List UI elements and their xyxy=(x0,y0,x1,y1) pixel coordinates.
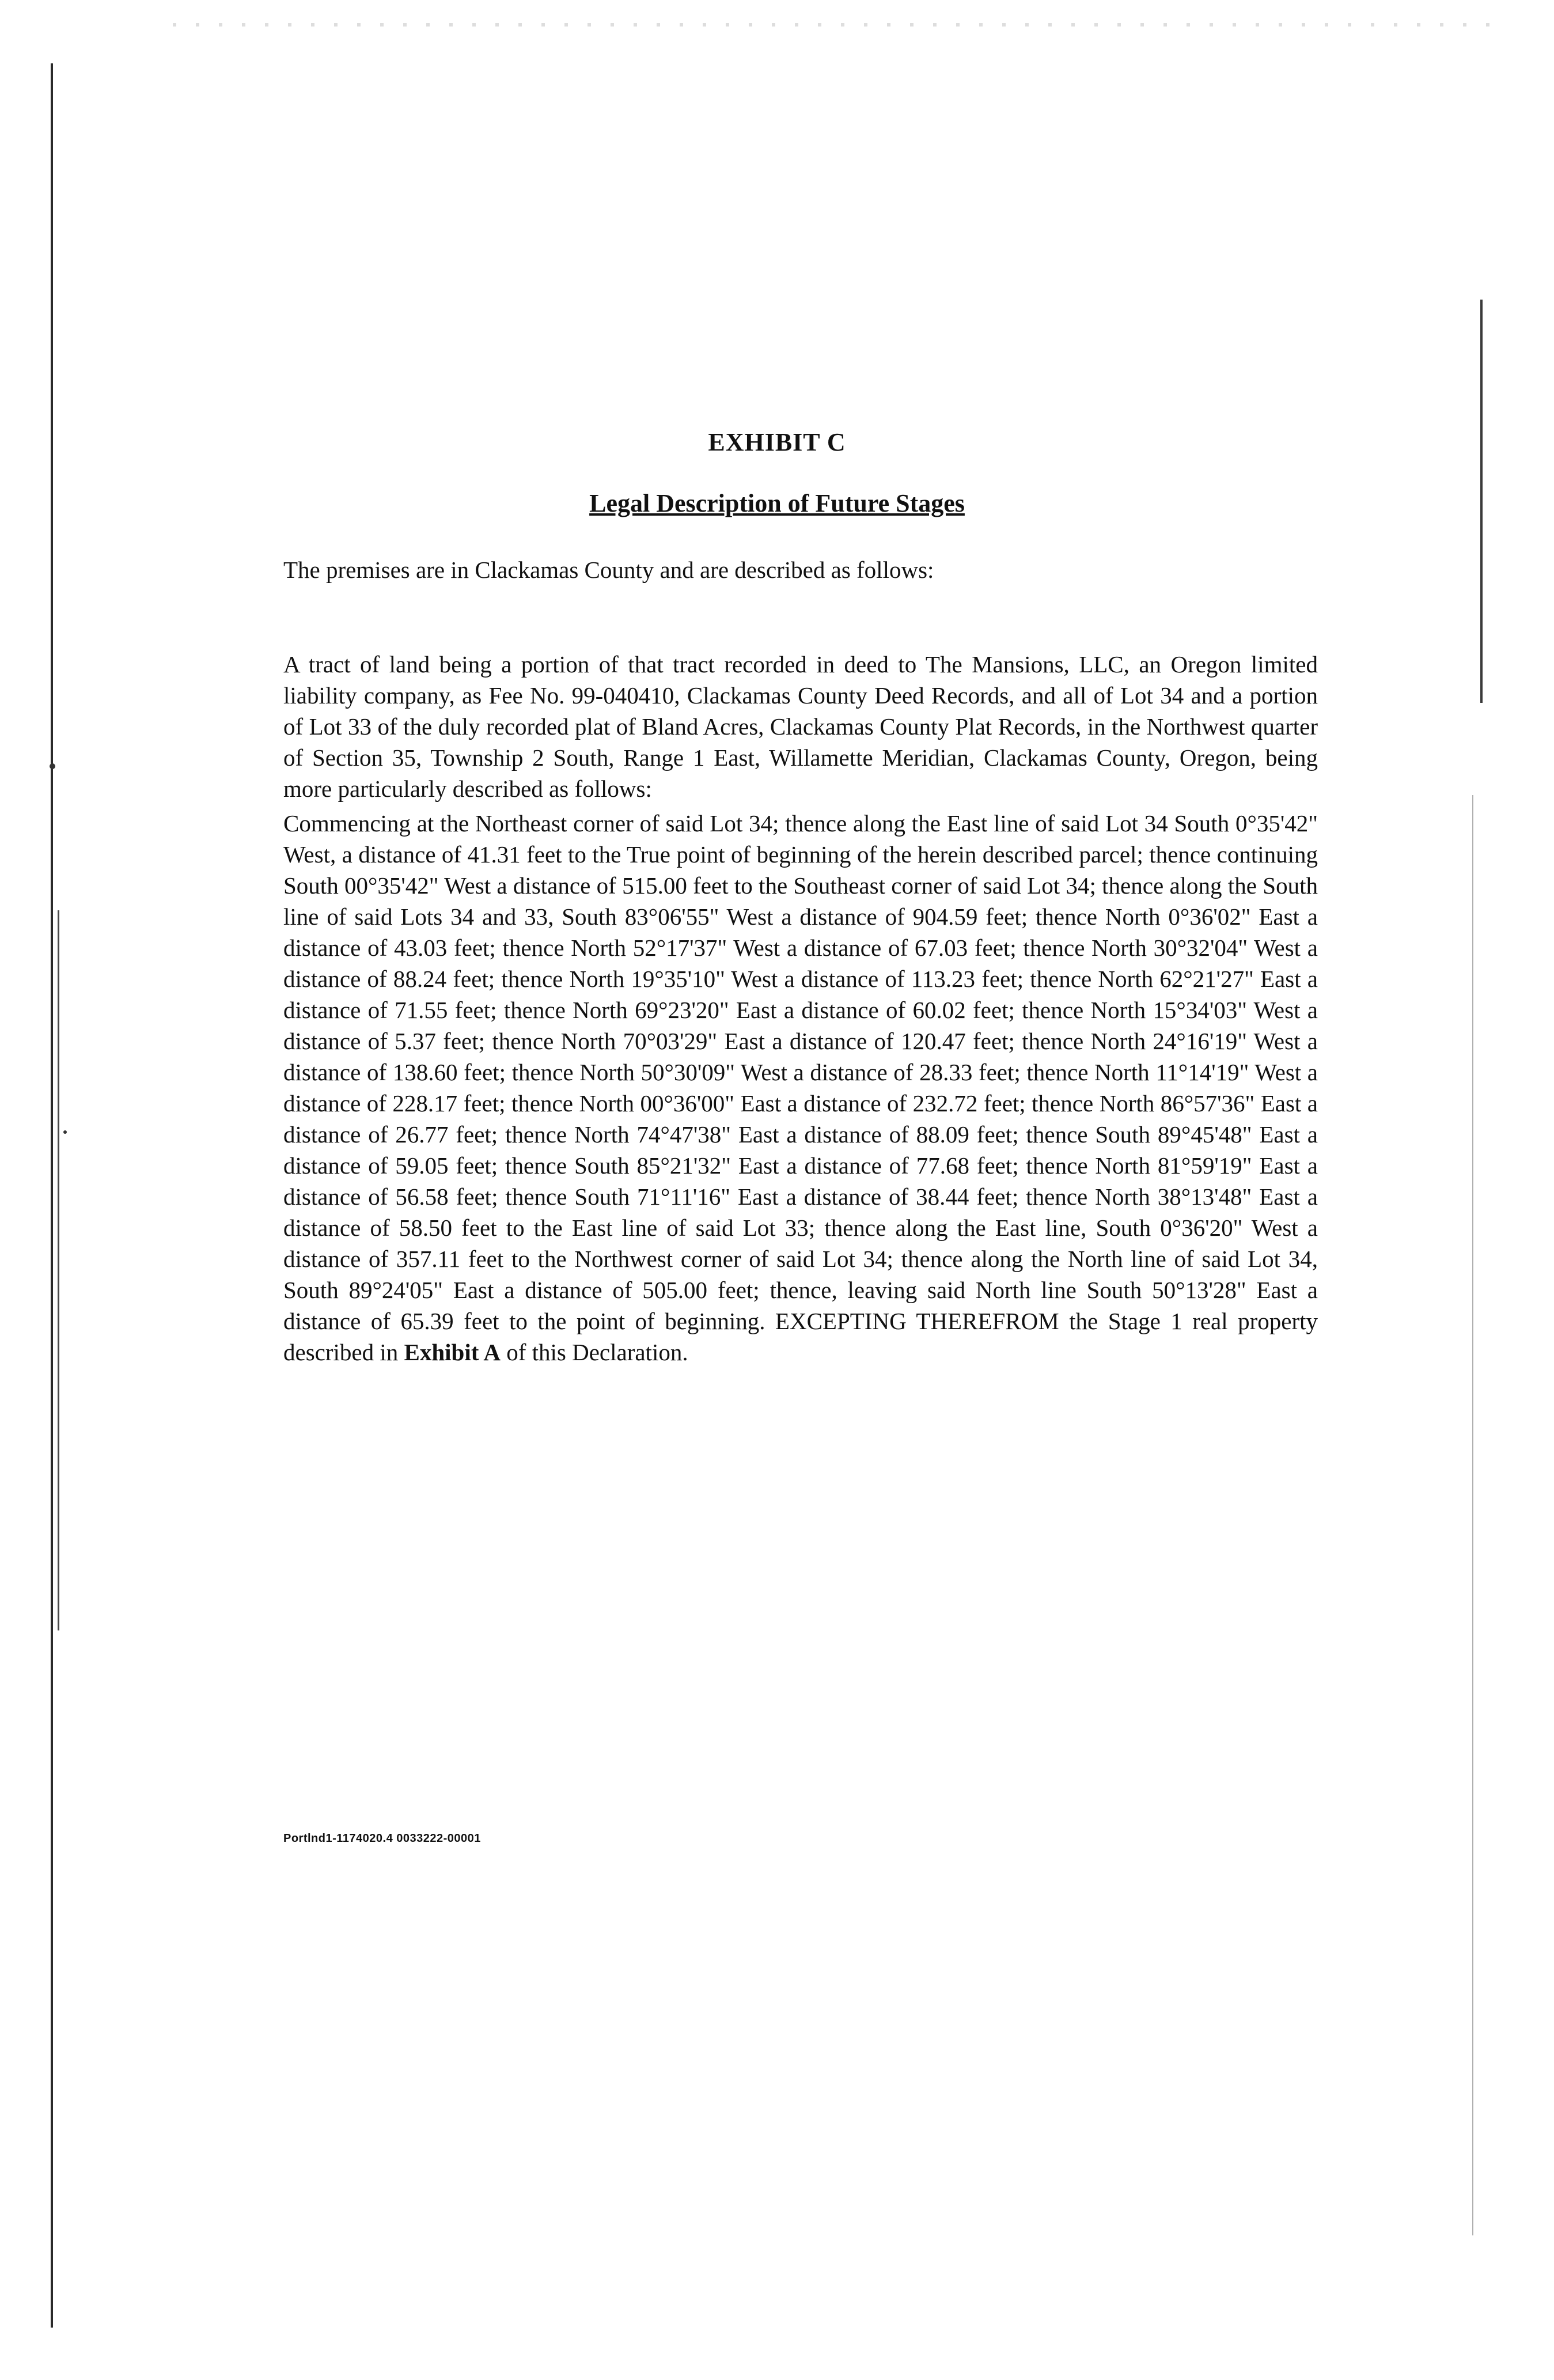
scan-speckle xyxy=(173,23,1498,27)
document-footer-code: Portlnd1-1174020.4 0033222-00001 xyxy=(283,1832,481,1845)
exhibit-subtitle: Legal Description of Future Stages xyxy=(589,489,965,517)
scan-edge-left-inner xyxy=(58,910,59,1630)
exhibit-reference: Exhibit A xyxy=(404,1339,501,1365)
description-tail: of this Declaration. xyxy=(500,1339,688,1365)
legal-description-paragraph xyxy=(283,808,1318,1368)
description-body: Commencing at the Northeast corner of said Lot 34; thence along the East line of said Lot 34 South 0°35'42" West, a distance of 41.31 feet to the True point of beginning of the herein described parcel; thence continuing South 00°35'42" West a distance of 515.00 feet to the Southeast corner of said Lot 34; thence along the South line of said Lots 34 and 33, South 83°06'55" West a distance of 904.59 feet; thence North 0°36'02" East a distance of 43.03 feet; thence North 52°17'37" West a distance of 67.03 feet; thence North 30°32'04" West a distance of 88.24 feet; thence North 19°35'10" West a distance of 113.23 feet; thence North 62°21'27" East a distance of 71.55 feet; thence North 69°23'20" East a distance of 60.02 feet; thence North 15°34'03" West a distance of 5.37 feet; thence North 70°03'29" East a distance of 120.47 feet; thence North 24°16'19" West a distance of 138.60 feet; thence North 50°30'09" West a distance of 28.33 feet; thence North 11°14'19" West a distance of 228.17 feet; thence North 00°36'00" East a distance of 232.72 feet; thence North 86°57'36" East a distance of 26.77 feet; thence North 74°47'38" East a distance of 88.09 feet; thence South 89°45'48" East a distance of 59.05 feet; thence South 85°21'32" East a distance of 77.68 feet; thence North 81°59'19" East a distance of 56.58 feet; thence South 71°11'16" East a distance of 38.44 feet; thence North 38°13'48" East a distance of 58.50 feet to the East line of said Lot 33; thence along the East line, South 0°36'20" West a distance of 357.11 feet to the Northwest corner of said Lot 34; thence along the North line of said Lot 34, South 89°24'05" East a distance of 505.00 feet; thence, leaving said North line South 50°13'28" East a distance of 65.39 feet to the point of beginning. EXCEPTING THEREFROM the Stage 1 real property described in xyxy=(283,810,1318,1365)
intro-paragraph: The premises are in Clackamas County and are described as follows: xyxy=(283,557,934,583)
exhibit-title: EXHIBIT C xyxy=(708,428,846,456)
scan-edge-right-faint xyxy=(1472,795,1473,2235)
scan-dot xyxy=(63,1130,67,1134)
scan-edge-left xyxy=(51,63,53,2328)
tract-paragraph: A tract of land being a portion of that tract recorded in deed to The Mansions, LLC, an Oregon limited liability company, as Fee No. 99-040410, Clackamas County Deed Records, and all of Lot 34 and a portion of Lot 33 of the duly recorded plat of Bland Acres, Clackamas County Plat Records, in the Northwest quarter of Section 35, Township 2 South, Range 1 East, Willamette Meridian, Clackamas County, Oregon, being more particularly described as follows: xyxy=(283,651,1318,802)
scan-dot xyxy=(50,763,55,769)
